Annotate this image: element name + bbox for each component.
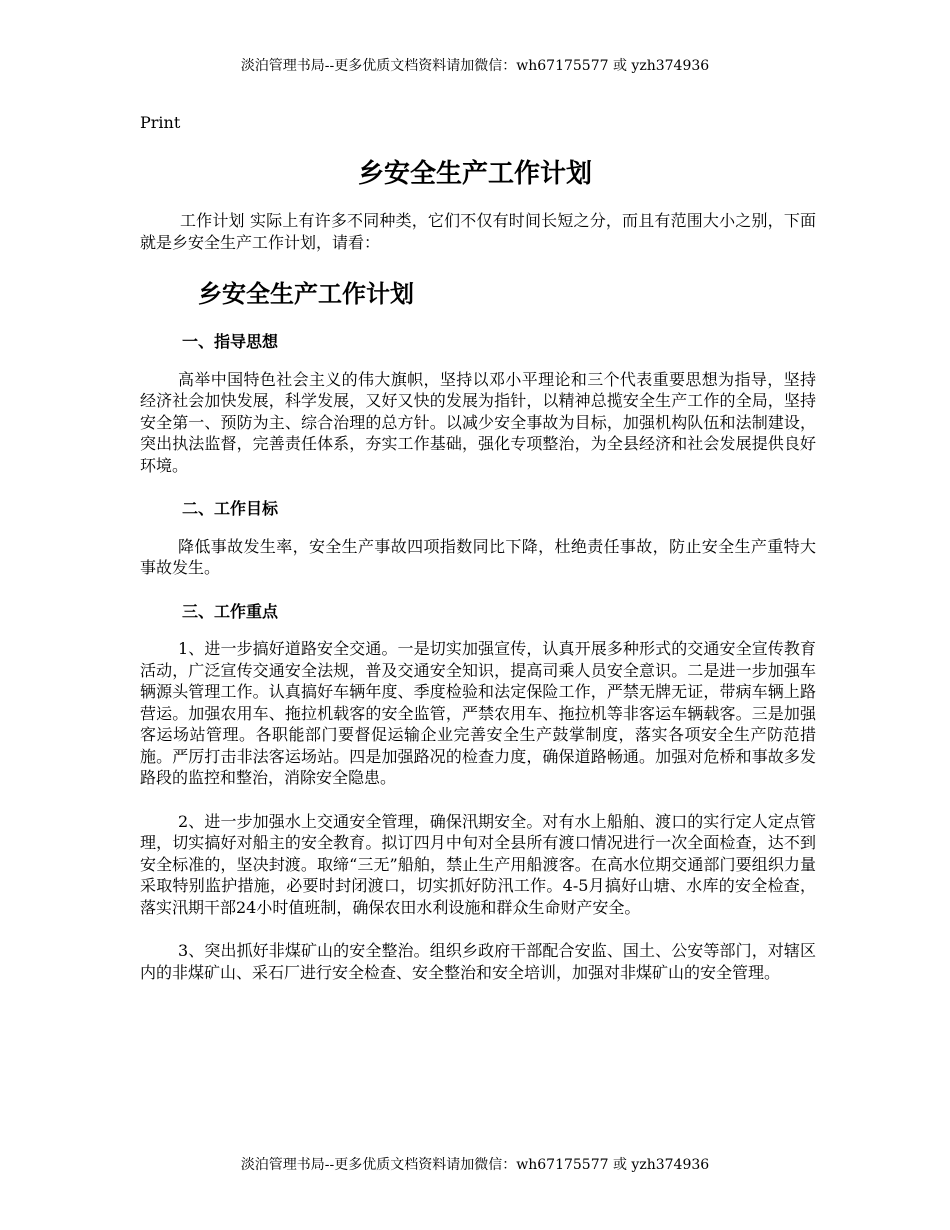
section-heading-work-focus: 三、工作重点	[182, 601, 279, 621]
section-paragraph: 3、突出抓好非煤矿山的安全整治。组织乡政府干部配合安监、国土、公安等部门，对辖区内的非煤矿山、采石厂进行安全检查、安全整治和安全培训，加强对非煤矿山的安全管理。	[140, 941, 816, 982]
section-paragraph: 1、进一步搞好道路安全交通。一是切实加强宣传，认真开展多种形式的交通安全宣传教育活动，广泛宣传交通安全法规，普及交通安全知识，提高司乘人员安全意识。二是进一步加强车辆源头管理工作。认真搞好车辆年度、季度检验和法定保险工作，严禁无牌无证，带病车辆上路营运。加强农用车、拖拉机载客的安全监管，严禁农用车、拖拉机等非客运车辆载客。三是加强客运场站管理。各职能部门要督促运输企业完善安全生产鼓掌制度，落实各项安全生产防范措施。严厉打击非法客运场站。四是加强路况的检查力度，确保道路畅通。加强对危桥和事故多发路段的监控和整治，消除安全隐患。	[140, 639, 816, 787]
document-subtitle: 乡安全生产工作计划	[198, 279, 414, 308]
section-paragraph: 2、进一步加强水上交通安全管理，确保汛期安全。对有水上船舶、渡口的实行定人定点管理，切实搞好对船主的安全教育。拟订四月中旬对全县所有渡口情况进行一次全面检查，达不到安全标准的，坚决封渡。取缔“三无”船舶，禁止生产用船渡客。在高水位期交通部门要组织力量采取特别监护措施，必要时封闭渡口，切实抓好防汛工作。4-5月搞好山塘、水库的安全检查，落实汛期干部24小时值班制，确保农田水利设施和群众生命财产安全。	[140, 811, 816, 917]
section-heading-work-goals: 二、工作目标	[182, 499, 279, 518]
section-paragraph: 降低事故发生率，安全生产事故四项指数同比下降，杜绝责任事故，防止安全生产重特大事故发生。	[140, 536, 816, 577]
document-title: 乡安全生产工作计划	[357, 159, 592, 189]
page-footer-note: 淡泊管理书局--更多优质文档资料请加微信：wh67175577 或 yzh374936	[240, 1157, 710, 1173]
section-paragraph: 高举中国特色社会主义的伟大旗帜，坚持以邓小平理论和三个代表重要思想为指导，坚持经济社会加快发展，科学发展，又好又快的发展为指针，以精神总揽安全生产工作的全局，坚持安全第一、预防为主、综合治理的总方针。以减少安全事故为目标，加强机构队伍和法制建设，突出执法监督，完善责任体系，夯实工作基础，强化专项整治，为全县经济和社会发展提供良好环境。	[140, 369, 816, 475]
page-header-note: 淡泊管理书局--更多优质文档资料请加微信：wh67175577 或 yzh374936	[240, 58, 710, 74]
section-heading-guiding-ideology: 一、指导思想	[182, 332, 279, 351]
intro-paragraph: 工作计划 实际上有许多不同种类，它们不仅有时间长短之分，而且有范围大小之别，下面就是乡安全生产工作计划，请看：	[140, 211, 816, 252]
print-label: Print	[140, 113, 181, 132]
document-body	[140, 210, 816, 1005]
